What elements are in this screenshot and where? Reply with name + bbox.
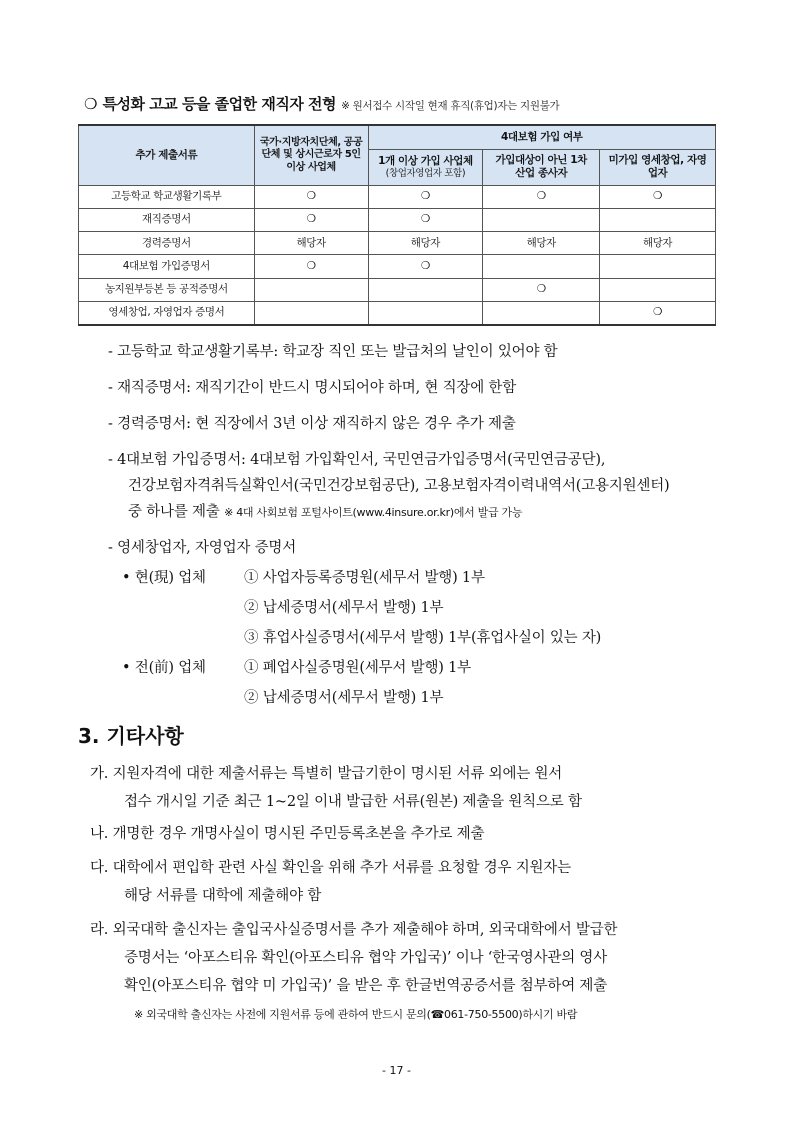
section-heading xyxy=(84,93,734,114)
cell: 해당자 xyxy=(254,232,368,255)
table-row xyxy=(79,278,716,301)
previous-business-label: • 전(前) 업체 xyxy=(122,660,206,676)
misc-ga-line2: 접수 개시일 기준 최근 1~2일 이내 발급한 서류(원본) 제출을 원칙으로 함 xyxy=(124,794,582,810)
current-business-doc-3: ③ 휴업사실증명서(세무서 발행) 1부(휴업사실이 있는 자) xyxy=(244,630,602,646)
col-header-gov: 국가·지방자치단체, 공공단체 및 상시근로자 5인 이상 사업체 xyxy=(254,125,368,185)
cell xyxy=(254,278,368,301)
misc-ga-line1: 가. 지원자격에 대한 제출서류는 특별히 발급기한이 명시된 서류 외에는 원서 xyxy=(90,766,563,782)
col-header-insured-label: 1개 이상 가입 사업체 xyxy=(378,154,473,167)
col-header-uninsured: 미가입 영세창업, 자영업자 xyxy=(600,149,716,185)
cell: ❍ xyxy=(368,208,483,231)
row-label: 농지원부등본 등 공적증명서 xyxy=(79,278,255,301)
previous-business-doc-2: ② 납세증명서(세무서 발행) 1부 xyxy=(244,690,444,706)
table-row xyxy=(79,232,716,255)
row-label: 고등학교 학교생활기록부 xyxy=(79,185,255,208)
note-insurance-portal: ※ 4대 사회보험 포털사이트(www.4insure.or.kr)에서 발급 가능 xyxy=(224,506,523,519)
note-insurance-cont: 건강보험자격취득실확인서(국민건강보험공단), 고용보험자격이력내역서(고용지원센터) xyxy=(128,478,670,494)
section-title-misc: 3. 기타사항 xyxy=(78,724,184,748)
cell xyxy=(368,301,483,324)
row-label: 영세창업, 자영업자 증명서 xyxy=(79,301,255,324)
current-business-label: • 현(現) 업체 xyxy=(122,570,206,586)
previous-business-doc-1: ① 폐업사실증명원(세무서 발행) 1부 xyxy=(244,660,471,676)
cell: ❍ xyxy=(600,185,716,208)
row-label: 4대보험 가입증명서 xyxy=(79,255,255,278)
cell: ❍ xyxy=(254,255,368,278)
cell xyxy=(600,255,716,278)
misc-da-line1: 다. 대학에서 편입학 관련 사실 확인을 위해 추가 서류를 요청할 경우 지원자는 xyxy=(90,860,571,876)
cell: ❍ xyxy=(483,185,600,208)
cell xyxy=(254,301,368,324)
misc-ra-note: ※ 외국대학 출신자는 사전에 지원서류 등에 관하여 반드시 문의(☎061-750-5500)하시기 바람 xyxy=(134,1008,578,1021)
misc-da-line2: 해당 서류를 대학에 제출해야 함 xyxy=(124,888,322,904)
row-label: 경력증명서 xyxy=(79,232,255,255)
misc-ra-line2: 증명서는 ‘아포스티유 확인(아포스티유 협약 가입국)’ 이나 ‘한국영사관의 영사 xyxy=(124,950,608,966)
col-header-primary-industry: 가입대상이 아닌 1차 산업 종사자 xyxy=(483,149,600,185)
note-employment: - 재직증명서: 재직기간이 반드시 명시되어야 하며, 현 직장에 한함 xyxy=(108,380,517,396)
col-header-docs: 추가 제출서류 xyxy=(79,125,255,185)
table-row xyxy=(79,185,716,208)
table-row xyxy=(79,255,716,278)
cell: 해당자 xyxy=(368,232,483,255)
bullet-circle-icon: ❍ xyxy=(84,95,98,113)
row-label: 재직증명서 xyxy=(79,208,255,231)
cell xyxy=(483,208,600,231)
cell: 해당자 xyxy=(483,232,600,255)
cell: ❍ xyxy=(254,185,368,208)
col-header-insurance-group: 4대보험 가입 여부 xyxy=(368,125,716,149)
required-documents-table xyxy=(78,124,716,326)
note-career: - 경력증명서: 현 직장에서 3년 이상 재직하지 않은 경우 추가 제출 xyxy=(108,416,516,432)
misc-ra-line3: 확인(아포스티유 협약 미 가입국)’ 을 받은 후 한글번역공증서를 첨부하여 제출 xyxy=(124,978,608,994)
col-header-insured-sub: (창업자영업자 포함) xyxy=(385,167,466,179)
note-transcript: - 고등학교 학교생활기록부: 학교장 직인 또는 발급처의 날인이 있어야 함 xyxy=(108,344,558,360)
cell: ❍ xyxy=(254,208,368,231)
page-number: - 17 - xyxy=(382,1064,411,1077)
cell xyxy=(368,278,483,301)
cell xyxy=(483,255,600,278)
note-self-employed: - 영세창업자, 자영업자 증명서 xyxy=(108,540,297,556)
misc-na: 나. 개명한 경우 개명사실이 명시된 주민등록초본을 추가로 제출 xyxy=(90,826,485,842)
table-row xyxy=(79,301,716,324)
cell: ❍ xyxy=(368,255,483,278)
current-business-doc-2: ② 납세증명서(세무서 발행) 1부 xyxy=(244,600,444,616)
cell: ❍ xyxy=(600,301,716,324)
cell xyxy=(600,278,716,301)
cell: ❍ xyxy=(483,278,600,301)
cell xyxy=(483,301,600,324)
table-row xyxy=(79,208,716,231)
current-business-doc-1: ① 사업자등록증명원(세무서 발행) 1부 xyxy=(244,570,485,586)
col-header-insured xyxy=(368,149,483,185)
note-insurance-choice xyxy=(128,500,522,521)
note-insurance: - 4대보험 가입증명서: 4대보험 가입확인서, 국민연금가입증명서(국민연금공단), xyxy=(108,452,606,468)
note-insurance-choice-text: 중 하나를 제출 xyxy=(128,504,220,520)
heading-title: 특성화 고교 등을 졸업한 재직자 전형 xyxy=(102,95,337,113)
cell: ❍ xyxy=(368,185,483,208)
misc-ra-line1: 라. 외국대학 출신자는 출입국사실증명서를 추가 제출해야 하며, 외국대학에서 발급한 xyxy=(90,922,618,938)
cell: 해당자 xyxy=(600,232,716,255)
cell xyxy=(600,208,716,231)
heading-note: ※ 원서접수 시작일 현재 휴직(휴업)자는 지원불가 xyxy=(341,100,560,112)
